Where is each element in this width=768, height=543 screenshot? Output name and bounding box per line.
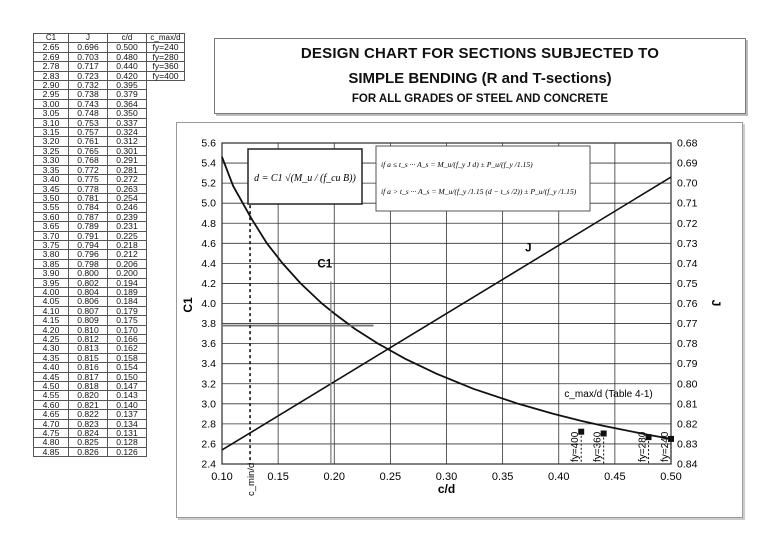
table-cell: 3.80 [34,250,69,259]
cmax-line-label: fy=400 [570,431,582,462]
table-cell: 0.822 [69,410,108,419]
table-cell: 3.75 [34,240,69,249]
table-cell: 3.60 [34,212,69,221]
table-cell: 0.798 [69,259,108,268]
table-cell: 0.140 [108,400,147,409]
x-tick-label: 0.10 [211,471,233,483]
table-cell: 0.170 [108,325,147,334]
table-cell: 0.500 [108,43,147,52]
table-cell: 0.738 [69,90,108,99]
table-cell: 0.312 [108,137,147,146]
table-cell: 0.820 [69,391,108,400]
y-right-tick-label: 0.80 [677,378,698,391]
table-cell: 0.772 [69,165,108,174]
table-cell: 0.231 [108,222,147,231]
table-cell: 3.35 [34,165,69,174]
table-cell: 0.717 [69,62,108,71]
table-cell: 0.272 [108,175,147,184]
table-cell: 0.263 [108,184,147,193]
table-cell: 0.732 [69,81,108,90]
y-right-tick-label: 0.84 [677,458,698,471]
y-right-tick-label: 0.75 [677,277,698,290]
c1-point [321,303,322,304]
table-cell: 4.65 [34,410,69,419]
col-header-cmax: c_max/d [147,34,185,43]
table-cell: 0.816 [69,363,108,372]
table-cell: 0.143 [108,391,147,400]
table-cell: 0.200 [108,269,147,278]
table-cell: 0.796 [69,250,108,259]
c1-point [354,328,355,329]
cmax-line-label: fy=240 [660,431,671,462]
table-cell: 0.806 [69,297,108,306]
table-cell: 0.784 [69,203,108,212]
title-line-3: FOR ALL GRADES OF STEEL AND CONCRETE [351,93,609,105]
table-cell: 0.212 [108,250,147,259]
table-cell: 0.807 [69,306,108,315]
table-cell: 0.324 [108,128,147,137]
y-left-tick-label: 5.6 [201,137,216,150]
table-cell: 0.765 [69,146,108,155]
table-cell: 0.175 [108,316,147,325]
y-right-tick-label: 0.69 [677,157,698,170]
c1-point [404,358,405,359]
table-cell: 0.128 [108,438,147,447]
y-left-tick-label: 5.4 [201,157,216,170]
y-left-tick-label: 3.6 [201,338,216,351]
y-left-tick-label: 3.0 [201,398,216,411]
table-cell: fy=360 [147,62,185,71]
y-right-tick-label: 0.70 [677,177,698,190]
table-cell: 0.126 [108,447,147,456]
table-cell: fy=400 [147,71,185,80]
c1-point [603,425,604,426]
cmax-line-label: fy=360 [592,431,604,462]
y-left-tick-label: 4.8 [201,217,216,230]
formula-left: d = C1 √(M_u / (f_cu B)) [254,173,356,184]
table-cell: 0.301 [108,146,147,155]
table-cell: 0.817 [69,372,108,381]
table-cell: 0.254 [108,193,147,202]
table-cell: 0.150 [108,372,147,381]
table-cell: 0.281 [108,165,147,174]
table-cell: 3.25 [34,146,69,155]
table-cell: 4.75 [34,429,69,438]
x-tick-label: 0.50 [660,471,682,483]
table-cell: 4.55 [34,391,69,400]
table-cell: 0.768 [69,156,108,165]
c1-point [553,413,554,414]
table-cell: 0.812 [69,335,108,344]
table-cell: 3.30 [34,156,69,165]
x-tick-label: 0.45 [604,471,626,483]
c1-point [377,343,378,344]
y-left-tick-label: 3.8 [201,318,216,331]
y-left-tick-label: 5.2 [201,177,216,190]
table-cell: 3.20 [34,137,69,146]
table-cell: 4.85 [34,447,69,456]
y-left-tick-label: 4.6 [201,237,216,250]
y-left-tick-label: 4.0 [201,298,216,310]
table-cell: 4.80 [34,438,69,447]
table-cell: 0.420 [108,71,147,80]
table-cell: 3.10 [34,118,69,127]
table-cell: 4.10 [34,306,69,315]
table-cell: 3.85 [34,259,69,268]
x-tick-label: 0.15 [267,471,289,483]
table-cell: 0.791 [69,231,108,240]
table-cell: 0.379 [108,90,147,99]
c1-point [282,263,283,264]
table-cell: 0.775 [69,175,108,184]
table-cell: 0.818 [69,382,108,391]
y-left-tick-label: 2.4 [201,458,216,471]
formula-right-2: if a > t_s ··· A_s = M_u/(f_y /1.15 (d − t_s /2)) ± P_u/(f_y /1.15) [381,187,577,196]
table-cell: 0.800 [69,269,108,278]
table-cell: fy=280 [147,52,185,61]
table-cell: 3.65 [34,222,69,231]
table-cell: 3.55 [34,203,69,212]
table-cell: 0.194 [108,278,147,287]
table-cell: 0.809 [69,316,108,325]
table-cell: 0.794 [69,240,108,249]
y-left-tick-label: 3.2 [201,378,216,391]
table-cell: 0.154 [108,363,147,372]
table-cell: 0.364 [108,99,147,108]
y-right-tick-label: 0.83 [677,438,698,451]
table-cell: 0.166 [108,335,147,344]
title-line-1: DESIGN CHART FOR SECTIONS SUBJECTED TO [300,45,660,62]
table-cell: 0.218 [108,240,147,249]
table-cell: 0.179 [108,306,147,315]
y-left-tick-label: 3.4 [201,358,216,371]
table-cell: 0.703 [69,52,108,61]
table-cell: 4.30 [34,344,69,353]
table-cell: 0.789 [69,222,108,231]
cmax-note: c_max/d (Table 4-1) [564,388,653,400]
table-cell: 4.60 [34,400,69,409]
c1-point [300,283,301,284]
table-cell: 0.824 [69,429,108,438]
y-right-tick-label: 0.76 [677,298,698,310]
table-cell: 3.50 [34,193,69,202]
table-cell: 0.804 [69,287,108,296]
table-cell: 3.00 [34,99,69,108]
y-right-tick-label: 0.68 [677,137,698,150]
title-line-2: SIMPLE BENDING (R and T-sections) [348,70,612,87]
table-cell: 0.743 [69,99,108,108]
table-cell: 2.90 [34,81,69,90]
c1-point [518,403,519,404]
table-cell: 0.753 [69,118,108,127]
table-cell: 3.05 [34,109,69,118]
table-cell: 4.50 [34,382,69,391]
y-right-tick-label: 0.79 [677,358,698,371]
col-header-cd: c/d [108,34,147,43]
y-left-tick-label: 5.0 [201,197,216,210]
table-cell: 0.787 [69,212,108,221]
table-cell: 0.757 [69,128,108,137]
y-right-tick-label: 0.82 [677,418,698,431]
col-header-c1: C1 [34,34,69,43]
table-cell: 0.225 [108,231,147,240]
table-cell: 0.239 [108,212,147,221]
table-cell: 0.184 [108,297,147,306]
formula-box-right [376,146,590,211]
table-cell: 3.40 [34,175,69,184]
table-cell: 0.778 [69,184,108,193]
x-tick-label: 0.40 [548,471,570,483]
table-cell: 2.65 [34,43,69,52]
y-right-tick-label: 0.73 [677,237,698,250]
table-cell: 0.802 [69,278,108,287]
table-cell: 0.761 [69,137,108,146]
table-cell: 0.815 [69,353,108,362]
x-tick-label: 0.20 [323,471,345,483]
table-cell: 0.440 [108,62,147,71]
table-cell: 0.395 [108,81,147,90]
table-cell: 0.748 [69,109,108,118]
table-cell: 0.158 [108,353,147,362]
c1-point [581,420,582,421]
table-cell: 0.821 [69,400,108,409]
table-cell: 0.137 [108,410,147,419]
y-left-tick-label: 4.2 [201,277,216,290]
table-cell: 4.20 [34,325,69,334]
x-tick-label: 0.30 [435,471,458,483]
table-cell: 2.78 [34,62,69,71]
table-cell: 4.40 [34,363,69,372]
table-cell: 3.90 [34,269,69,278]
c1-point [473,388,474,389]
table-cell: 0.813 [69,344,108,353]
table-cell: 0.480 [108,52,147,61]
table-cell: 3.95 [34,278,69,287]
y-right-tick-label: 0.78 [677,338,698,351]
table-cell: 0.826 [69,447,108,456]
c1-point [436,373,437,374]
c1-point [233,186,234,187]
table-cell: 0.810 [69,325,108,334]
table-cell: 0.206 [108,259,147,268]
y-right-tick-label: 0.71 [677,197,698,210]
table-cell: 0.189 [108,287,147,296]
table-cell: 4.45 [34,372,69,381]
table-cell: 0.131 [108,429,147,438]
x-tick-label: 0.35 [491,471,514,483]
table-cell: 3.70 [34,231,69,240]
formula-right-1: if a ≤ t_s ··· A_s = M_u/(f_y J d) ± P_u/(f_y /1.15) [381,160,533,169]
table-cell: 4.00 [34,287,69,296]
table-cell: 3.15 [34,128,69,137]
cmin-label: c_min/d [246,462,258,496]
y-left-axis-label: C1 [181,297,195,313]
y-right-axis-label: J [709,299,723,307]
table-cell: 4.05 [34,297,69,306]
y-right-tick-label: 0.72 [677,217,698,230]
table-cell: 0.350 [108,109,147,118]
table-cell: 3.45 [34,184,69,193]
table-cell: 0.781 [69,193,108,202]
x-axis-label: c/d [437,482,456,496]
y-right-tick-label: 0.77 [677,318,698,331]
table-cell: 0.825 [69,438,108,447]
c1-point [266,243,267,244]
table-cell: 0.823 [69,419,108,428]
table-cell: 0.291 [108,156,147,165]
table-cell: 0.696 [69,43,108,52]
col-header-j: J [69,34,108,43]
c1-point [221,156,222,157]
table-cell: 0.337 [108,118,147,127]
table-cell: 4.35 [34,353,69,362]
table-cell: 0.162 [108,344,147,353]
table-cell: 2.95 [34,90,69,99]
table-cell: 0.246 [108,203,147,212]
c1-point [334,313,335,314]
j-series-label: J [525,242,532,255]
table-cell: fy=240 [147,43,185,52]
y-left-tick-label: 2.6 [201,438,216,451]
y-left-tick-label: 2.8 [201,418,216,431]
y-right-tick-label: 0.74 [677,257,698,270]
table-cell: 0.147 [108,382,147,391]
y-right-tick-label: 0.81 [677,398,698,411]
table-cell: 0.723 [69,71,108,80]
x-tick-label: 0.25 [379,471,402,483]
table-cell: 4.15 [34,316,69,325]
cmax-line-label: fy=280 [637,431,649,462]
table-cell: 2.69 [34,52,69,61]
table-cell: 0.134 [108,419,147,428]
table-cell: 4.70 [34,419,69,428]
c1-series-label: C1 [317,258,333,271]
table-cell: 4.25 [34,335,69,344]
y-left-tick-label: 4.4 [201,257,216,270]
table-cell: 2.83 [34,71,69,80]
